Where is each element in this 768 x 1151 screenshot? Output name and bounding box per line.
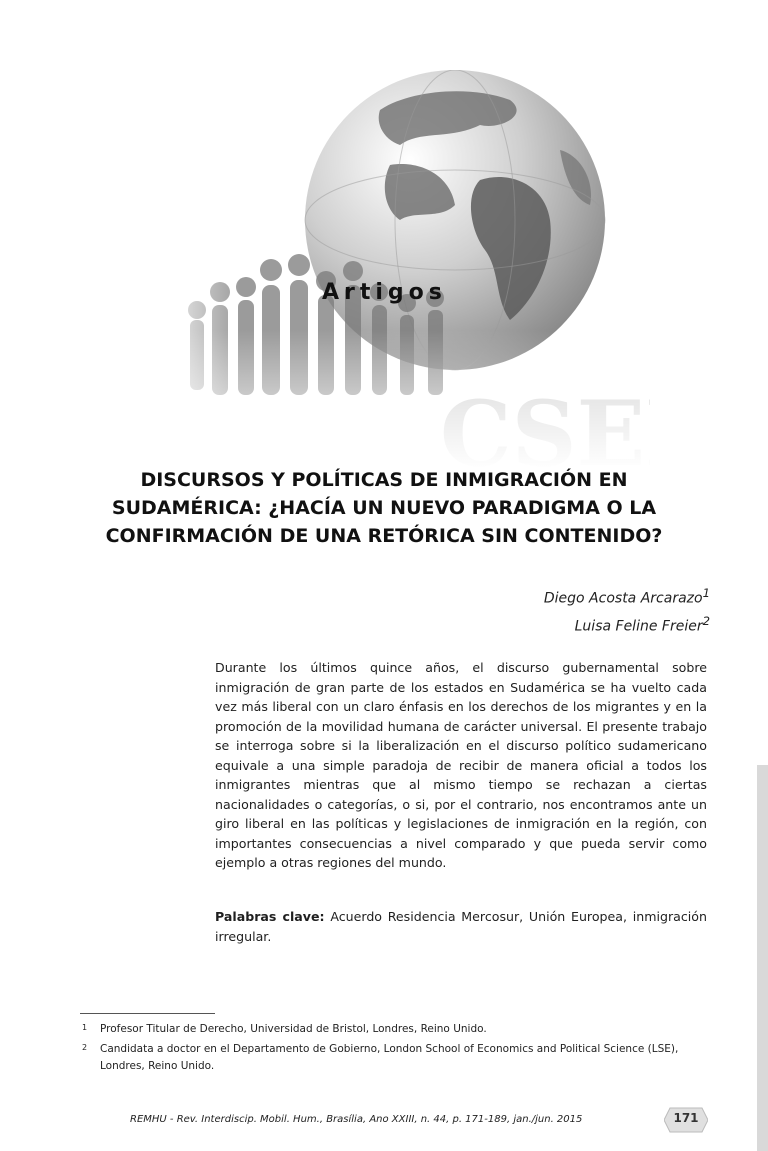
keywords-text: Acuerdo Residencia Mercosur, Unión Europea, inmigración irregular. [215,909,707,944]
keywords-label: Palabras clave: [215,909,325,924]
keywords [215,907,707,946]
author-line [544,582,710,610]
page-edge-strip [757,765,768,1151]
author-list [544,582,710,637]
footnote-divider [80,1013,215,1014]
author-name: Luisa Feline Freier [574,618,703,635]
journal-citation: REMHU - Rev. Interdiscip. Mobil. Hum., Brasília, Ano XXIII, n. 44, p. 171-189, jan./jun. 2015 [130,1114,583,1125]
author-footnote-mark[interactable]: 1 [702,586,710,600]
page-number: 171 [673,1111,699,1125]
author-name: Diego Acosta Arcarazo [543,590,703,607]
article-title: DISCURSOS Y POLÍTICAS DE INMIGRACIÓN EN SUDAMÉRICA: ¿HACÍA UN NUEVO PARADIGMA O LA CONFIRMACIÓN DE UNA RETÓRICA SIN CONTENIDO? [105,469,663,547]
abstract-text: Durante los últimos quince años, el discurso gubernamental sobre inmigración de gran parte de los estados en Sudamérica se ha vuelto cada vez más liberal con un claro énfasis en los derechos de los migrantes y en la promoción de la movilidad humana de carácter universal. El presente trabajo se interroga sobre si la liberalización en el discurso político sudamericano equivale a una simple paradoja de recibir de manera oficial a todos los inmigrantes mientras que al mismo tiempo se rechazan a ciertas nacionalidades o categorías, o si, por el contrario, nos encontramos ante un giro liberal en las políticas y legislaciones de inmigración en la región, con importantes consecuencias a nivel comparado y que pueda servir como ejemplo a otras regiones del mundo. [215,660,707,870]
author-footnote-mark[interactable]: 2 [702,613,710,628]
footnote-number: 2 [82,1043,88,1052]
footnote-text: Candidata a doctor en el Departamento de Gobierno, London School of Economics and Political Science (LSE), Londres, Reino Unido. [100,1043,679,1072]
footnote-item [82,1021,712,1038]
footnote-text: Profesor Titular de Derecho, Universidad de Bristol, Londres, Reino Unido. [100,1023,487,1035]
footnote-number: 1 [82,1023,88,1032]
footnote-item [82,1041,712,1075]
section-label: Artigos [322,280,447,305]
author-line [544,610,710,638]
hero-globe-illustration [150,70,650,470]
